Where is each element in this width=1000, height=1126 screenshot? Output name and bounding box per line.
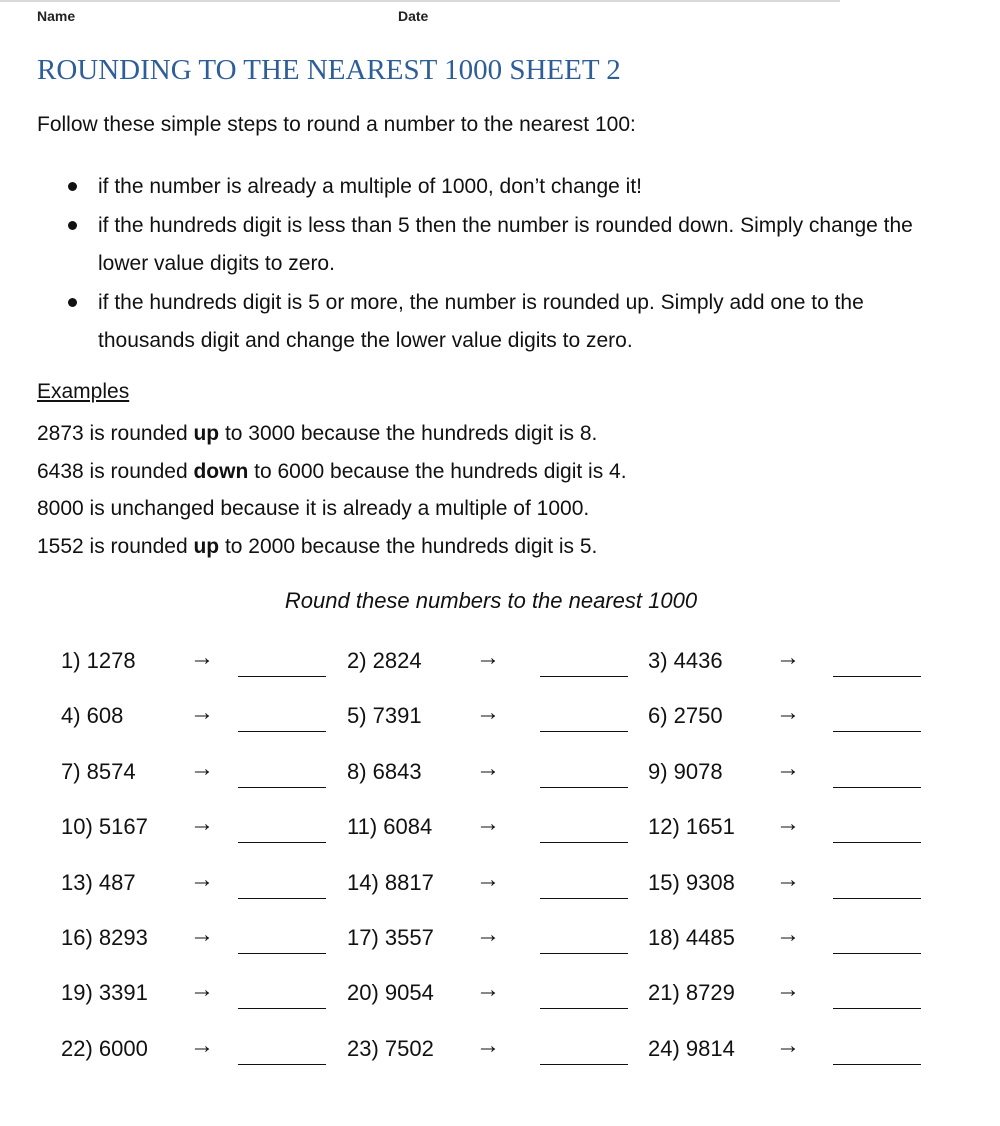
example-bold: down: [193, 459, 249, 483]
question-label: 23) 7502: [347, 1035, 434, 1061]
arrow-right-icon: →: [190, 810, 214, 838]
example-bold: up: [193, 534, 220, 558]
rule-text: if the number is already a multiple of 1000, don’t change it!: [98, 175, 642, 198]
answer-blank[interactable]: [833, 1008, 921, 1009]
arrow-right-icon: →: [190, 699, 214, 727]
answer-blank[interactable]: [540, 842, 628, 843]
answer-blank[interactable]: [540, 731, 628, 732]
answer-blank[interactable]: [238, 898, 326, 899]
rule-item: [60, 207, 960, 284]
example-line: [37, 528, 627, 566]
question-label: 15) 9308: [648, 869, 735, 895]
arrow-right-icon: →: [476, 976, 500, 1004]
answer-blank[interactable]: [238, 787, 326, 788]
answer-blank[interactable]: [238, 1064, 326, 1065]
exercise-row: [0, 1028, 1000, 1083]
bullet-icon: [68, 298, 77, 307]
rule-text: if the hundreds digit is less than 5 then the number is rounded down. Simply change the lower value digits to zero.: [98, 213, 913, 275]
answer-blank[interactable]: [238, 842, 326, 843]
question-label: 1) 1278: [61, 648, 136, 673]
arrow-right-icon: →: [476, 865, 500, 893]
exercise-row: [0, 862, 1000, 917]
arrow-right-icon: →: [776, 1031, 800, 1059]
exercise-instruction: Round these numbers to the nearest 1000: [284, 588, 698, 613]
name-label: Name: [37, 8, 76, 24]
arrow-right-icon: →: [190, 754, 214, 782]
intro-text: Follow these simple steps to round a number to the nearest 100:: [37, 113, 636, 136]
answer-blank[interactable]: [833, 676, 921, 677]
question-label: 4) 608: [61, 703, 124, 729]
answer-blank[interactable]: [540, 787, 628, 788]
question-label: 6) 2750: [648, 703, 723, 729]
answer-blank[interactable]: [540, 1064, 628, 1065]
question-label: 5) 7391: [347, 703, 422, 729]
answer-blank[interactable]: [833, 731, 921, 732]
bullet-icon: [68, 182, 77, 191]
question-label: 10) 5167: [61, 814, 148, 840]
arrow-right-icon: →: [190, 865, 214, 893]
worksheet-title: ROUNDING TO THE NEAREST 1000 SHEET 2: [37, 54, 621, 86]
question-label: 17) 3557: [347, 924, 434, 950]
arrow-right-icon: →: [476, 1031, 500, 1059]
rules-list: [60, 168, 960, 361]
answer-blank[interactable]: [238, 676, 326, 677]
answer-blank[interactable]: [540, 953, 628, 954]
arrow-right-icon: →: [476, 754, 500, 782]
example-text: 1552 is rounded: [37, 534, 194, 558]
question-label: 3) 4436: [648, 648, 723, 673]
date-label: Date: [398, 8, 429, 24]
rule-item: [60, 168, 960, 207]
arrow-right-icon: →: [190, 920, 214, 948]
question-label: 8) 6843: [347, 758, 422, 784]
examples-section: [37, 377, 627, 565]
exercise-row: [0, 695, 1000, 750]
arrow-right-icon: →: [476, 699, 500, 727]
arrow-right-icon: →: [776, 865, 800, 893]
exercise-row: [0, 751, 1000, 806]
question-label: 24) 9814: [648, 1035, 735, 1061]
answer-blank[interactable]: [540, 1008, 628, 1009]
answer-blank[interactable]: [833, 953, 921, 954]
answer-blank[interactable]: [540, 676, 628, 677]
example-text: 8000 is unchanged because it is already a multiple of 1000.: [37, 497, 590, 520]
exercise-row: [0, 972, 1000, 1027]
question-label: 11) 6084: [347, 814, 433, 840]
arrow-right-icon: →: [776, 810, 800, 838]
question-label: 12) 1651: [648, 814, 735, 840]
question-label: 13) 487: [61, 869, 136, 895]
answer-blank[interactable]: [833, 787, 921, 788]
arrow-right-icon: →: [776, 754, 800, 782]
arrow-right-icon: →: [776, 920, 800, 948]
answer-blank[interactable]: [833, 842, 921, 843]
example-line: [37, 415, 627, 453]
exercise-row: [0, 640, 1000, 695]
answer-blank[interactable]: [540, 898, 628, 899]
exercise-row: [0, 917, 1000, 972]
arrow-right-icon: →: [476, 920, 500, 948]
question-label: 16) 8293: [61, 924, 148, 950]
example-text: to 3000 because the hundreds digit is 8.: [219, 422, 598, 445]
question-label: 18) 4485: [648, 924, 735, 950]
top-border: [0, 0, 840, 2]
answer-blank[interactable]: [238, 953, 326, 954]
question-label: 20) 9054: [347, 980, 434, 1006]
exercise-row: [0, 806, 1000, 861]
example-text: to 2000 because the hundreds digit is 5.: [219, 534, 598, 558]
arrow-right-icon: →: [776, 976, 800, 1004]
arrow-right-icon: →: [190, 1031, 214, 1059]
arrow-right-icon: →: [776, 644, 800, 671]
exercise-grid: [0, 640, 1000, 1083]
question-label: 14) 8817: [347, 869, 434, 895]
question-label: 22) 6000: [61, 1035, 148, 1061]
arrow-right-icon: →: [190, 976, 214, 1004]
question-label: 19) 3391: [61, 980, 148, 1006]
example-line: [37, 453, 627, 491]
example-text: 6438 is rounded: [37, 459, 194, 483]
answer-blank[interactable]: [833, 898, 921, 899]
question-label: 2) 2824: [347, 648, 422, 673]
answer-blank[interactable]: [238, 1008, 326, 1009]
question-label: 9) 9078: [648, 758, 723, 784]
arrow-right-icon: →: [776, 699, 800, 727]
example-text: 2873 is rounded: [37, 422, 194, 445]
example-bold: up: [193, 422, 220, 445]
answer-blank[interactable]: [238, 731, 326, 732]
example-text: to 6000 because the hundreds digit is 4.: [248, 459, 627, 483]
question-label: 7) 8574: [61, 758, 136, 784]
rule-item: [60, 284, 960, 361]
rule-text: if the hundreds digit is 5 or more, the number is rounded up. Simply add one to the thousands digit and change the lower value digits to zero.: [98, 290, 864, 352]
examples-heading: Examples: [37, 380, 130, 403]
bullet-icon: [68, 221, 77, 230]
arrow-right-icon: →: [476, 644, 500, 671]
arrow-right-icon: →: [476, 810, 500, 838]
example-line: [37, 490, 627, 528]
answer-blank[interactable]: [833, 1064, 921, 1065]
arrow-right-icon: →: [190, 644, 214, 671]
question-label: 21) 8729: [648, 980, 735, 1006]
